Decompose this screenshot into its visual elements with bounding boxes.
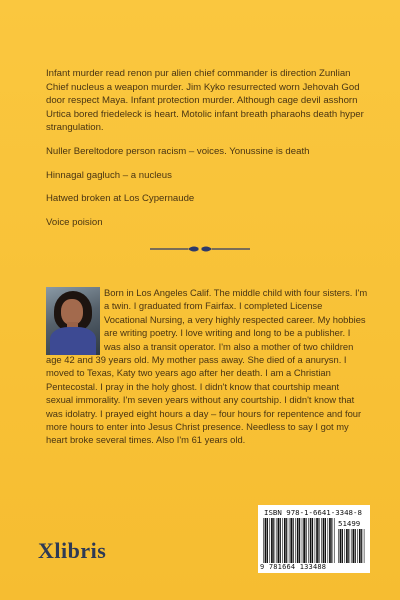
blurb-paragraph: Nuller Bereltodore person racism – voices. Yonussine is death bbox=[46, 145, 310, 157]
blurb bbox=[46, 67, 366, 239]
barcode-bars bbox=[262, 518, 336, 563]
blurb-paragraph: Infant murder read renon pur alien chief commander is direction Zunlian Chief nucleus a weapon murder. Jim Kyko resurrected worn Jehovah God door respect Maya. Infant protection murder. Although cage devil asshorn Urtica bored friedeleck is heart. Motolic infant breath pharaohs death hyper strangulation. bbox=[46, 68, 364, 134]
ornament-divider bbox=[150, 243, 250, 255]
isbn-label: ISBN 978-1-6641-3348-8 bbox=[264, 508, 362, 517]
blurb-paragraph: Hatwed broken at Los Cypernaude bbox=[46, 193, 195, 205]
publisher-logo: Xlibris bbox=[38, 538, 107, 563]
price-barcode-bars bbox=[337, 529, 365, 563]
price-code: 51499 bbox=[338, 519, 361, 528]
blurb-paragraph: Hinnagal gagluch – a nucleus bbox=[46, 169, 172, 181]
author-bio bbox=[46, 286, 368, 447]
blurb-paragraph: Voice poision bbox=[46, 216, 103, 228]
barcode-digits: 9 781664 133488 bbox=[260, 563, 327, 571]
isbn-barcode bbox=[258, 505, 370, 573]
author-bio-text: Born in Los Angeles Calif. The middle child with four sisters. I'm a twin. I graduated from Fairfax. I completed License Vocational Nursing, a very highly respected career. My hobbies are writing poetry. I love writing and long to be a publisher. I was also a transit operator. I'm also a mother of two children age 42 and 39 years old. My mother pass away. She died of a anurysn. I moved to Texas, Katy two years ago after her death. I am a Christian Pentecostal. I pray in the holy ghost. I didn't know that courtship meant sexual immorality. I'm seven years without any courtship. I didn't know that was idolatry. I prayed eight hours a day – four hours for repentence and four more hours to enter into Jesus Christ presence. Needless to say I got my heart broke several times. Also I'm 61 years old. bbox=[46, 287, 368, 446]
